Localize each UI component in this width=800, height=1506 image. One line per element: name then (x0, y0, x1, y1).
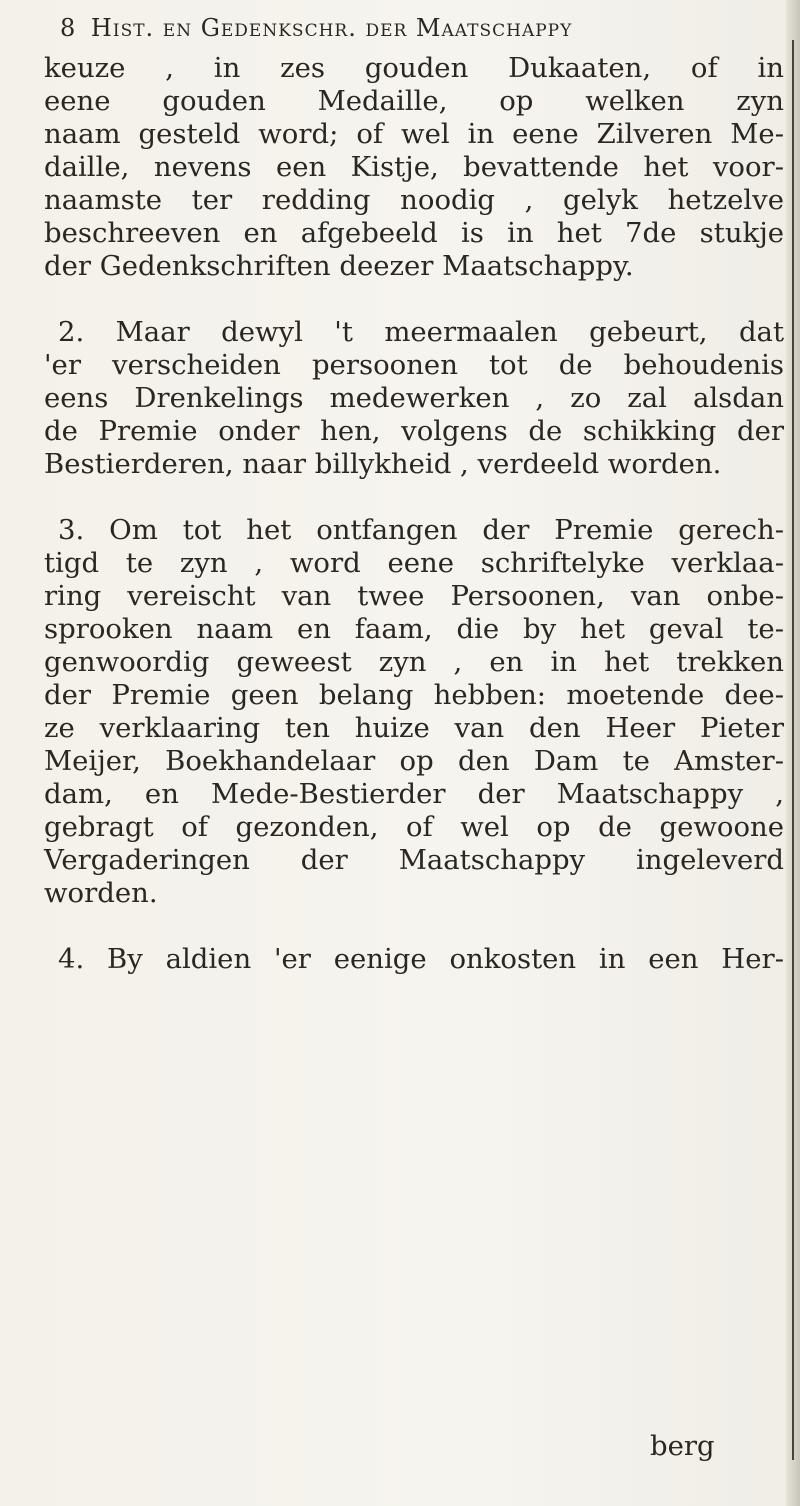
text-line: dam, en Mede-Bestierder der Maatschappy , (44, 778, 784, 810)
text-line: 3. Om tot het ontfangen der Premie gerech- (58, 514, 784, 546)
text-line: der Premie geen belang hebben: moetende dee- (44, 679, 784, 711)
catchword: berg (650, 1430, 715, 1462)
text-line: 4. By aldien 'er eenige onkosten in een Her- (58, 943, 784, 975)
text-line: ring vereischt van twee Persoonen, van onbe- (44, 580, 784, 612)
body-text (44, 52, 784, 976)
text-line: ze verklaaring ten huize van den Heer Pieter (44, 712, 784, 744)
text-line: worden. (44, 877, 158, 909)
running-title: Hist. en Gedenkschr. der Maatschappy (90, 14, 573, 42)
text-line: daille, nevens een Kistje, bevattende het voor- (44, 151, 784, 183)
text-line: naamste ter redding noodig , gelyk hetzelve (44, 184, 784, 216)
text-line: 2. Maar dewyl 't meermaalen gebeurt, dat (58, 316, 784, 348)
text-line: de Premie onder hen, volgens de schikking der (44, 415, 784, 447)
text-line: Bestierderen, naar billykheid , verdeeld worden. (44, 448, 722, 480)
text-line: Meijer, Boekhandelaar op den Dam te Amster- (44, 745, 784, 777)
page-number: 8 (60, 14, 77, 42)
text-line: naam gesteld word; of wel in eene Zilveren Me- (44, 118, 784, 150)
text-line: gebragt of gezonden, of wel op de gewoone (44, 811, 784, 843)
text-line: 'er verscheiden persoonen tot de behoudenis (44, 349, 784, 381)
text-line: beschreeven en afgebeeld is in het 7de stukje (44, 217, 784, 249)
text-line: tigd te zyn , word eene schriftelyke verklaa- (44, 547, 784, 579)
text-line: Vergaderingen der Maatschappy ingeleverd (44, 844, 784, 876)
binding-line (792, 40, 794, 1460)
text-line: eene gouden Medaille, op welken zyn (44, 85, 784, 117)
text-line: keuze , in zes gouden Dukaaten, of in (44, 52, 784, 84)
text-line: eens Drenkelings medewerken , zo zal alsdan (44, 382, 784, 414)
text-line: der Gedenkschriften deezer Maatschappy. (44, 250, 634, 282)
running-header (60, 14, 750, 42)
text-line: genwoordig geweest zyn , en in het trekken (44, 646, 784, 678)
text-line: sprooken naam en faam, die by het geval te- (44, 613, 784, 645)
